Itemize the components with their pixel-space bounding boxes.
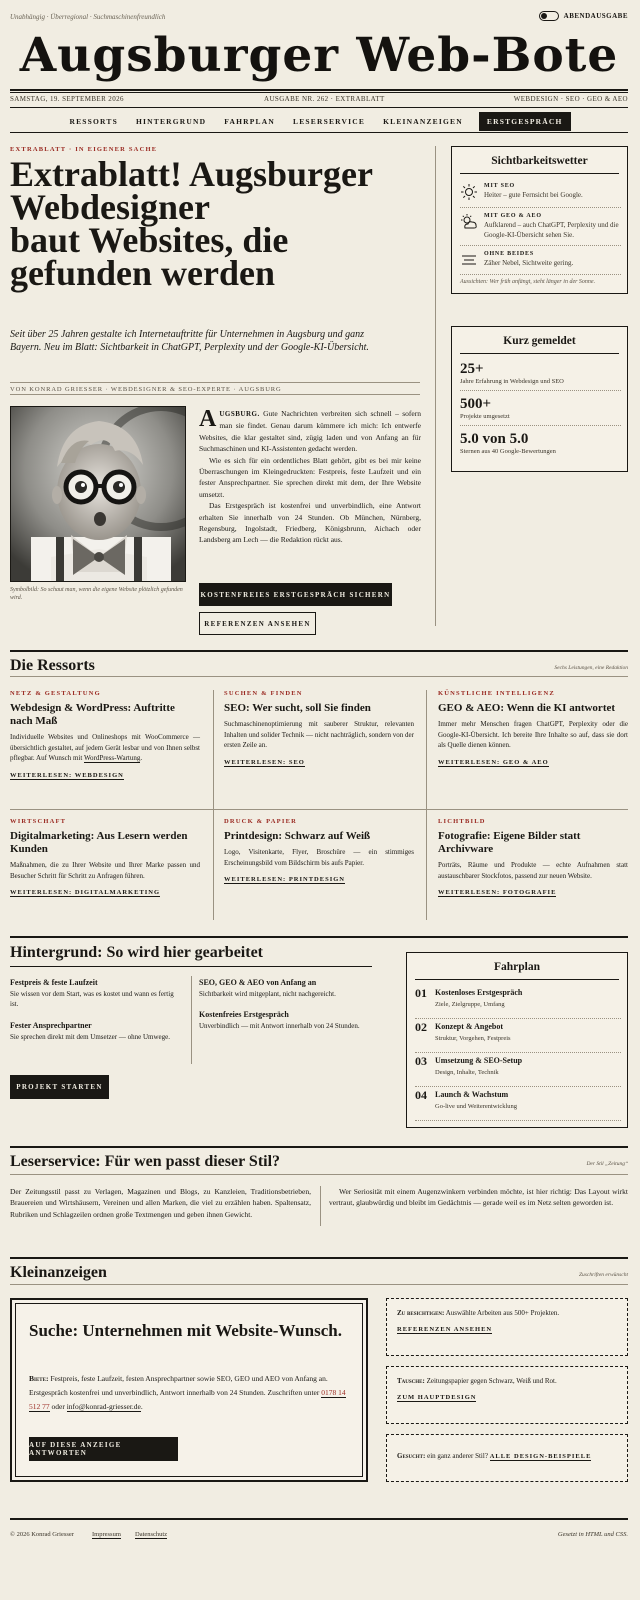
ad-end: .	[140, 1402, 143, 1411]
leserservice-col-2: Wer Seriosität mit einem Augenzwinkern verbinden möchte, ist hier richtig: Das Layout wirkt vertraut, glaubwürdig und bleibt im Gedächtnis — gerade weil es im Netz selten geworden ist.	[329, 1187, 628, 1208]
weather-desc: Heiter – gute Fernsicht bei Google.	[484, 191, 583, 199]
small-ad-main-design	[386, 1366, 628, 1424]
lead-photo	[10, 406, 186, 582]
footer-copyright: © 2026 Konrad Griesser	[10, 1531, 74, 1538]
leserservice-note: Der Stil „Zeitung“	[586, 1161, 628, 1167]
hintergrund-rule	[10, 936, 628, 938]
stat-number: 25+	[460, 361, 484, 377]
fahrplan-title: Fahrplan	[415, 953, 619, 980]
weather-desc: Zäher Nebel, Sichtweite gering.	[484, 259, 574, 267]
ad-body: Festpreis, feste Laufzeit, festen Ansprechpartner sowie SEO, GEO und AEO von Anfang an. Erstgespräch kostenfrei und unverbindlich, Antwort innerhalb von 24 Stunden. Zuschriften unter	[29, 1374, 328, 1397]
quick-facts-title: Kurz gemeldet	[460, 327, 619, 354]
small-ad-body	[397, 1376, 619, 1403]
step-separator	[415, 1052, 621, 1053]
headline-line-2: Webdesigner	[10, 187, 211, 227]
read-more-geo-aeo-link[interactable]: WEITERLESEN: GEO & AEO	[438, 758, 549, 766]
step-body	[435, 1089, 517, 1112]
leserservice-underline	[10, 1174, 628, 1175]
ressorts-underline	[10, 676, 628, 677]
ad-label: Biete:	[29, 1374, 49, 1383]
headline-line-3: baut Websites, die	[10, 220, 289, 260]
ressort-title: GEO & AEO: Wenn die KI antwortet	[438, 702, 616, 714]
ressorts-note: Sechs Leistungen, eine Redaktion	[554, 665, 628, 671]
nav-ressorts[interactable]: RESSORTS	[69, 116, 118, 126]
weather-separator	[460, 274, 621, 275]
ad-title: Suche: Unternehmen mit Website-Wunsch.	[29, 1321, 342, 1340]
step-desc: Go-live und Weiterentwicklung	[435, 1103, 518, 1110]
ressort-title: Fotografie: Eigene Bilder statt Archivware	[438, 830, 581, 855]
small-ad-body	[397, 1308, 619, 1335]
small-ad-design-examples-link[interactable]: ALLE DESIGN-BEISPIELE	[489, 1453, 592, 1460]
ressort-title: Digitalmarketing: Aus Lesern werden Kunden	[10, 830, 188, 855]
lead-body	[199, 408, 421, 546]
ad-email-link[interactable]: info@konrad-griesser.de	[66, 1402, 141, 1411]
date-text: SAMSTAG, 19. SEPTEMBER 2026	[10, 95, 124, 103]
ad-text	[29, 1372, 347, 1414]
read-more-marketing-link[interactable]: WEITERLESEN: DIGITALMARKETING	[10, 889, 161, 896]
byline-rule	[10, 394, 420, 395]
toggle-switch[interactable]	[539, 11, 559, 21]
ressort-text: Maßnahmen, die zu Ihrer Website und Ihrer Marke passen und Besucher Schritt für Schritt zu Anfragen führen.	[10, 861, 200, 880]
ressort-text: Logo, Visitenkarte, Flyer, Broschüre — ein stimmiges Erscheinungsbild vom Bildschirm bis aufs Papier.	[224, 848, 414, 867]
ressort-kicker: DRUCK & PAPIER	[224, 818, 298, 825]
stat-number: 500+	[460, 396, 492, 412]
stat-label: Jahre Erfahrung in Webdesign und SEO	[460, 378, 564, 385]
leserservice-col-1: Der Zeitungsstil passt zu Verlagen, Magazinen und Blogs, zu Kanzleien, Traditionsbetrieben, Brauereien und Wirtshäusern, Vereinen und allen Marken, die viel zu erzählen haben. Spaltensatz, Rubriken und Schlagzeilen ordnen große Textmengen und geben ihnen Gewicht.	[10, 1187, 311, 1219]
fahrplan-step-2	[415, 1021, 621, 1044]
step-number: 03	[415, 1054, 427, 1068]
ressort-print	[224, 818, 414, 886]
small-ad-references-link[interactable]: REFERENZEN ANSEHEN	[397, 1326, 493, 1333]
step-body	[435, 1021, 511, 1044]
dropcap: A	[199, 406, 217, 432]
column-divider	[435, 146, 436, 626]
ressort-text: Porträts, Räume und Produkte — echte Aufnahmen statt austauschbarer Stockfotos, passend zur neuen Website.	[438, 861, 628, 880]
stat-projects	[460, 396, 621, 421]
hintergrund-item-ansprechpartner	[10, 1021, 176, 1042]
hintergrund-item-title: Kostenfreies Erstgespräch	[199, 1010, 289, 1019]
step-desc: Design, Inhalte, Technik	[435, 1069, 499, 1076]
masthead-rule-thin	[10, 92, 628, 93]
issue-text: AUSGABE NR. 262 · EXTRABLATT	[264, 95, 385, 103]
small-ad-references	[386, 1298, 628, 1356]
headline-line-1: Extrablatt! Augsburger	[10, 154, 373, 194]
leserservice-section-header	[10, 1146, 628, 1172]
leserservice-divider	[320, 1186, 321, 1226]
nav-kleinanzeigen[interactable]: KLEINANZEIGEN	[383, 116, 463, 126]
top-bar	[10, 11, 628, 27]
step-body	[435, 1055, 522, 1078]
small-ad-label: Zu besichtigen:	[397, 1309, 445, 1317]
fahrplan-box	[406, 952, 628, 1128]
stat-label: Sternen aus 40 Google-Bewertungen	[460, 448, 556, 455]
hintergrund-item-title: Festpreis & feste Laufzeit	[10, 978, 98, 987]
dateline	[10, 95, 628, 107]
masthead[interactable]	[10, 28, 628, 84]
hintergrund-title: Hintergrund: So wird hier gearbeitet	[10, 944, 264, 961]
footer-impressum-link[interactable]: Impressum	[92, 1531, 121, 1538]
fahrplan-step-4	[415, 1089, 621, 1112]
small-ad-text: ein ganz anderer Stil?	[427, 1452, 488, 1460]
small-ad-main-design-link[interactable]: ZUM HAUPTDESIGN	[397, 1394, 477, 1401]
byline: VON KONRAD GRIESSER · WEBDESIGNER & SEO-EXPERTE · AUGSBURG	[10, 382, 420, 393]
stat-label: Projekte umgesetzt	[460, 413, 510, 420]
lead-deck: Seit über 25 Jahren gestalte ich Internetauftritte für Unternehmen in Augsburg und ganz Bayern. Neu im Blatt: Sichtbarkeit in ChatGPT, Perplexity und der Google-KI-Übersicht.	[10, 329, 369, 353]
lead-headline	[10, 154, 410, 293]
step-number: 02	[415, 1020, 427, 1034]
sun-icon	[460, 183, 478, 201]
tagline: Unabhängig · Überregional · Suchmaschinenfreundlich	[10, 13, 166, 21]
step-title: Kostenloses Erstgespräch	[435, 988, 523, 997]
weather-text-none	[484, 251, 573, 269]
ressort-seo	[224, 690, 414, 769]
footer-datenschutz-link[interactable]: Datenschutz	[135, 1531, 168, 1538]
ressorts-title: Die Ressorts	[10, 657, 95, 674]
ressort-photography	[438, 818, 628, 899]
ressort-text-end: .	[140, 754, 143, 762]
step-separator	[415, 1120, 621, 1121]
fog-icon	[460, 251, 478, 269]
photo-boy-glasses	[11, 407, 186, 582]
ressort-title: SEO: Wer sucht, soll Sie finden	[224, 702, 371, 714]
photo-caption: Symbolbild: So schaut man, wenn die eigene Website plötzlich gefunden wird.	[10, 587, 183, 601]
leserservice-title: Leserservice: Für wen passt dieser Stil?	[10, 1153, 281, 1170]
nav-leserservice[interactable]: LESERSERVICE	[293, 116, 366, 126]
stat-experience	[460, 361, 621, 386]
hintergrund-item-desc: Sichtbarkeit wird mitgeplant, nicht nachgereicht.	[199, 990, 336, 998]
stat-rating	[460, 431, 621, 456]
kleinanzeigen-section-header	[10, 1257, 628, 1283]
footer-rule	[10, 1518, 628, 1520]
main-nav	[10, 111, 628, 131]
reply-to-ad-button[interactable]: AUF DIESE ANZEIGE ANTWORTEN	[29, 1437, 178, 1461]
step-number: 04	[415, 1088, 427, 1102]
toggle-label: ABENDAUSGABE	[563, 12, 628, 20]
kleinanzeigen-title: Kleinanzeigen	[10, 1264, 107, 1281]
nav-hintergrund[interactable]: HINTERGRUND	[135, 116, 207, 126]
headline-line-4: gefunden werden	[10, 253, 276, 293]
weather-label: MIT GEO & AEO	[484, 213, 542, 219]
read-more-print-link[interactable]: WEITERLESEN: PRINTDESIGN	[224, 876, 345, 883]
ressort-divider	[213, 690, 214, 920]
stat-separator	[460, 390, 621, 391]
hintergrund-divider	[191, 976, 192, 1064]
ressort-divider	[426, 690, 427, 920]
masthead-title[interactable]: Augsburger Web-Bote	[19, 28, 619, 83]
small-ad-label: Gesucht:	[397, 1452, 426, 1460]
step-body	[435, 987, 522, 1010]
weather-row-seo	[460, 183, 621, 201]
weather-note: Aussichten: Wer früh anfängt, steht länger in der Sonne.	[460, 279, 596, 285]
view-references-button[interactable]: REFERENZEN ANSEHEN	[199, 612, 316, 635]
quick-facts-box	[451, 326, 628, 472]
hintergrund-item-title: Fester Ansprechpartner	[10, 1021, 92, 1030]
step-number: 01	[415, 986, 427, 1000]
ressort-webdesign	[10, 690, 200, 782]
ressort-title: Printdesign: Schwarz auf Weiß	[224, 830, 371, 842]
hintergrund-item-desc: Sie sprechen direkt mit dem Umsetzer — ohne Umwege.	[10, 1033, 170, 1041]
kleinanzeigen-note: Zuschriften erwünscht	[578, 1272, 628, 1278]
start-project-button[interactable]: PROJEKT STARTEN	[10, 1075, 109, 1099]
topics-text: WEBDESIGN · SEO · GEO & AEO	[513, 95, 628, 103]
stat-number: 5.0 von 5.0	[460, 431, 529, 447]
ressort-kicker: WIRTSCHAFT	[10, 818, 67, 825]
small-ad-design-examples	[386, 1434, 628, 1482]
evening-edition-toggle[interactable]	[539, 11, 628, 21]
weather-row-none	[460, 251, 621, 269]
hintergrund-item-desc: Unverbindlich — mit Antwort innerhalb von 24 Stunden.	[199, 1022, 360, 1030]
small-ad-body	[397, 1451, 619, 1462]
weather-separator	[460, 207, 621, 208]
stat-separator	[460, 425, 621, 426]
ressort-text	[10, 732, 200, 764]
free-consultation-button[interactable]: KOSTENFREIES ERSTGESPRÄCH SICHERN	[199, 583, 392, 606]
weather-label: OHNE BEIDES	[484, 251, 534, 257]
ressort-row-divider	[10, 809, 628, 810]
small-ad-text: Auswählte Arbeiten aus 500+ Projekten.	[445, 1309, 560, 1317]
lead-kicker: EXTRABLATT · IN EIGENER SACHE	[10, 146, 158, 153]
step-separator	[415, 1086, 621, 1087]
footer-right-note: Gesetzt in HTML und CSS.	[557, 1531, 628, 1538]
weather-title: Sichtbarkeitswetter	[460, 147, 619, 174]
ad-or: oder	[51, 1402, 65, 1411]
weather-row-geo	[460, 213, 621, 240]
weather-text-geo	[484, 213, 621, 240]
step-title: Launch & Wachstum	[435, 1090, 509, 1099]
read-more-seo-link[interactable]: WEITERLESEN: SEO	[224, 758, 305, 766]
small-ad-text: Zeitungspapier gegen Schwarz, Weiß und Rot.	[426, 1377, 557, 1385]
fahrplan-step-3	[415, 1055, 621, 1078]
fahrplan-step-1	[415, 987, 621, 1010]
weather-desc: Aufklarend – auch ChatGPT, Perplexity und die Google-KI-Übersicht sehen Sie.	[484, 221, 619, 239]
weather-text-seo	[484, 183, 583, 201]
partly-sunny-icon	[460, 213, 478, 231]
nav-rule-bottom	[10, 132, 628, 133]
ressort-marketing	[10, 818, 200, 899]
lead-paragraph-2: Wie es sich für ein ordentliches Blatt gehört, gibt es bei mir keine Überraschungen im Kleingedruckten: Festpreis, feste Laufzeit und ein fester Ansprechpartner. Sie sprechen direkt mit dem, der Ihre Website umsetzt.	[199, 455, 421, 499]
nav-rule-top	[10, 107, 628, 108]
ressort-kicker: NETZ & GESTALTUNG	[10, 690, 101, 697]
small-ad-label: Tausche:	[397, 1377, 425, 1385]
hintergrund-item-desc: Sie wissen vor dem Start, was es kostet und wann es fertig ist.	[10, 990, 174, 1008]
footer	[10, 1531, 628, 1545]
step-title: Umsetzung & SEO-Setup	[435, 1056, 523, 1065]
ressorts-section-header	[10, 650, 628, 676]
ressort-kicker: KÜNSTLICHE INTELLIGENZ	[438, 690, 555, 697]
nav-fahrplan[interactable]: FAHRPLAN	[224, 116, 275, 126]
dateline-place: UGSBURG.	[219, 410, 260, 418]
read-more-photography-link[interactable]: WEITERLESEN: FOTOGRAFIE	[438, 889, 557, 896]
ressort-text: Suchmaschinenoptimierung mit sauberer Struktur, relevanten Inhalten und solider Technik — nicht nachträglich, sondern von der ersten Zeile an.	[224, 720, 414, 749]
ressort-kicker: SUCHEN & FINDEN	[224, 690, 303, 697]
weather-label: MIT SEO	[484, 183, 515, 189]
hintergrund-item-title: SEO, GEO & AEO von Anfang an	[199, 978, 317, 987]
read-more-webdesign-link[interactable]: WEITERLESEN: WEBDESIGN	[10, 771, 124, 779]
ressort-kicker: LICHTBILD	[438, 818, 486, 825]
ad-phone-link[interactable]: 0178 14 512 77	[29, 1388, 346, 1411]
hintergrund-item-festpreis	[10, 978, 176, 1009]
hintergrund-item-seo	[199, 978, 365, 999]
lead-paragraph-1-text: Gute Nachrichten verbreiten sich schnell – sofern man sie findet. Genau darum kümmere ich mich: Ich entwerfe Websites, die klar gestaltet sind, zügig laden und von Anfang an für Suchmaschinen und KI-Assistenten gedacht werden.	[199, 409, 421, 454]
masthead-rule	[10, 89, 628, 91]
step-desc: Struktur, Vorgehen, Festpreis	[435, 1035, 511, 1042]
lead-paragraph-3: Das Erstgespräch ist kostenfrei und unverbindlich, eine Antwort erhalten Sie innerhalb von 24 Stunden. Ob München, Nürnberg, Regensburg, Ingolstadt, Friedberg, Königsbrunn, Aichach oder Landsberg am Lech — die Redaktion rückt aus.	[199, 501, 421, 545]
visibility-weather-box	[451, 146, 628, 294]
ressort-text-body: Individuelle Websites und Onlineshops mit WooCommerce — übersichtlich gestaltet, auf jedem Gerät lesbar und von Ihnen selbst pflegbar. Auf Wunsch mit	[10, 733, 200, 762]
step-desc: Ziele, Zielgruppe, Umfang	[435, 1001, 505, 1008]
step-separator	[415, 1018, 621, 1019]
toggle-knob	[541, 13, 547, 19]
ressort-geo-aeo	[438, 690, 628, 769]
wordpress-maintenance-link[interactable]: WordPress-Wartung	[83, 754, 141, 762]
hintergrund-underline	[10, 966, 372, 967]
kleinanzeigen-underline	[10, 1284, 628, 1285]
main-classified-ad	[10, 1298, 368, 1482]
hintergrund-item-erstgespraech	[199, 1010, 365, 1031]
lead-paragraph-1	[199, 408, 421, 455]
ressort-text: Immer mehr Menschen fragen ChatGPT, Perplexity oder die Google-KI-Übersicht. Ich bereite Ihre Inhalte so auf, dass sie dort als Quelle dienen können.	[438, 720, 628, 749]
step-title: Konzept & Angebot	[435, 1022, 503, 1031]
nav-erstgespraech-button[interactable]: ERSTGESPRÄCH	[479, 112, 571, 131]
ressort-title: Webdesign & WordPress: Auftritte nach Maß	[10, 702, 175, 727]
weather-separator	[460, 245, 621, 246]
